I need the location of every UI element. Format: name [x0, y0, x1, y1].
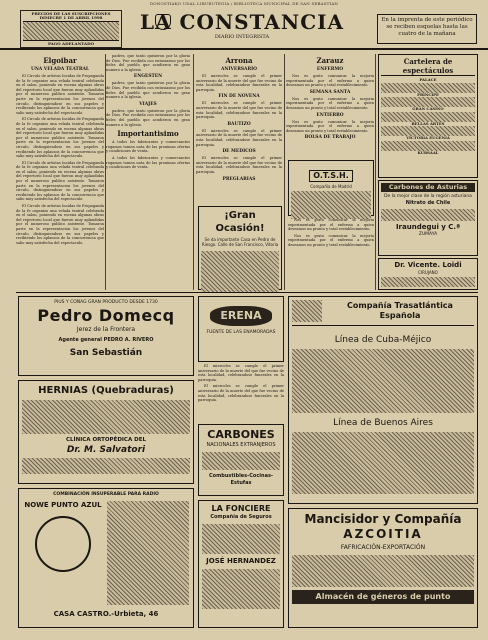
ad-location: ZUMAYA [418, 232, 438, 237]
subscription-box [20, 10, 122, 48]
ad-otsh [288, 160, 374, 216]
ad-fine-print [291, 191, 371, 219]
ad-text: Jerez de la Frontera [76, 326, 136, 333]
article-body: Nos es grato comunicar la mejoria experimentada por el enfermo a quien deseamos un pronto y total restablecimiento. [286, 74, 374, 88]
article-body: El miercoles se cumple el primer aniversario de la muerte del que fue vecino de esta localidad, celebrandose funerales en la parroquia. [196, 156, 282, 174]
ad-carbones [198, 424, 284, 496]
masthead-title-block [132, 10, 352, 48]
ad-text: Compañía de Seguros [210, 514, 272, 520]
article-subheading: BOLSA DE TRABAJO [304, 135, 356, 141]
cinema-name: VICTORIA EUGENIA [406, 135, 450, 141]
article-heading: Elgoibar [43, 56, 77, 65]
ad-city: AZCOITIA [343, 527, 423, 541]
ad-radio [18, 488, 194, 628]
ad-text: FUENTE DE LAS ENAMORADAS [206, 330, 276, 335]
ad-text: Se da importante Casa en Pedro de Riesgo. Calle de San Francisco, Vitoria [201, 237, 279, 247]
column-rule [284, 54, 285, 290]
ad-doctor: Dr. M. Salvatori [66, 445, 146, 455]
ad-shop: CASA CASTRO.-Urbieta, 46 [53, 610, 159, 618]
ad-fine-print [22, 458, 190, 474]
price-table [23, 21, 119, 41]
cinema-name: PALACE [419, 77, 437, 82]
article-heading: Arrona [225, 56, 253, 65]
ad-title: Carbones de Asturias [381, 183, 475, 192]
article-heading: Zarauz [316, 56, 344, 65]
article-elgoibar [16, 54, 104, 290]
cartelera-list [381, 78, 475, 156]
article-subheading: BAUTIZO [227, 121, 251, 127]
column-rule [375, 54, 376, 290]
article-body: El Circulo de artistas Incidas de Propaganda de la fe organizo una velada teatral celebrada en el salon, poniendo en escena algunas obras del repertorio local que fueron muy aplaudidas por el numeroso publico asistente. Tomaron parte en la representacion los jovenes del circulo, distinguiendose en sus papeles y recibiendo los aplausos de la concurrencia que salio muy satisfecha del espectaculo. [16, 117, 104, 159]
ad-text: De la mejor clase de la región asturiana [384, 194, 472, 199]
ad-title: CARBONES [207, 428, 275, 441]
route-details [292, 432, 474, 494]
cartelera-heading: Cartelera de espectáculos [381, 57, 475, 76]
article-heading: Importantisimo [117, 129, 179, 139]
ad-title: O.T.S.H. [309, 170, 352, 182]
ad-hernias [18, 380, 194, 484]
article-subheading: ENFERMO [316, 67, 344, 72]
article-subheading: ENTIERRO [316, 112, 344, 118]
article-body: Nos es grato comunicar la mejoria experimentada por el enfermo a quien deseamos un pronto y total restablecimiento. [286, 119, 374, 133]
masthead [0, 8, 488, 50]
ad-text-block [198, 364, 284, 420]
ad-text: Compañía de Madrid [310, 184, 352, 189]
ad-text: NACIONALES EXTRANJEROS [206, 442, 276, 448]
ad-fine-print [107, 501, 189, 605]
ad-fonciere [198, 500, 284, 628]
ad-mancisidor [288, 508, 478, 628]
article-subheading: ANIVERSARIO [221, 67, 257, 72]
article-body: El Circulo de artistas Incidas de Propaganda de la fe organizo una velada teatral celebrada en el salon, poniendo en escena algunas obras del repertorio local que fueron muy aplaudidas por el numeroso publico asistente. Tomaron parte en la representacion los jovenes del circulo, distinguiendose en sus papeles y recibiendo los aplausos de la concurrencia que salio muy satisfecha del espectaculo. [16, 74, 104, 115]
ad-agent: JOSÉ HERNANDEZ [206, 557, 276, 565]
article-body: El Circulo de artistas Incidas de Propaganda de la fe organizo una velada teatral celebrada en el salon, poniendo en escena algunas obras del repertorio local que fueron muy aplaudidas por el numeroso publico asistente. Tomaron parte en la representacion los jovenes del circulo, distinguiendose en sus papeles y recibiendo los aplausos de la concurrencia que salio muy satisfecha del espectaculo. [16, 160, 104, 202]
article-body: padres, que tanto quisieron por la gloria de Dios. Fue recibida con entusiasmo por los fieles del pueblo que acudieron en gran numero a la iglesia. [106, 108, 190, 127]
ad-tagline: PIUS Y COÑAG GRAN PRODUCTO DESDE 1730 [54, 300, 158, 305]
ad-fine-print [201, 251, 279, 293]
ad-text: FAFRICACIÓN-EXPORTACIÓN [340, 544, 426, 551]
ad-fine-print [202, 524, 280, 554]
ad-fine-print [22, 400, 190, 434]
article-body: El miercoles se cumple el primer aniversario de la muerte del que fue vecino de esta localidad, celebrandose funerales en la parroquia. [196, 74, 282, 92]
cinema-name: PRINCIPE [417, 91, 439, 97]
ad-brand [23, 501, 103, 605]
subscription-date: DIMECRE 1 DE ABRIL 1998 [39, 15, 103, 21]
ad-title: COMBINACIÓN INSUPERABLE PARA RADIO [53, 492, 159, 497]
ad-pedro-domecq [18, 296, 194, 376]
ad-title: Pedro Domecq [37, 306, 175, 325]
article-zarauz-cont [288, 218, 374, 288]
ad-title: ERENA [210, 306, 272, 326]
cartelera-box [378, 54, 478, 178]
article-body: El miercoles se cumple el primer aniversario de la muerte del que fue vecino de esta localidad, celebrandose funerales en la parroquia. [196, 101, 282, 120]
ad-text: Combustibles-Cocinas-Estufas [208, 473, 274, 486]
ad-fine-print [202, 452, 280, 470]
route-heading: Línea de Cuba-Méjico [334, 335, 432, 345]
article-body: El miercoles se cumple el primer aniversario de la muerte del que fue vecino de esta localidad, celebrandose funerales en la parroquia. [198, 364, 284, 382]
ad-title: Mancisidor y Compañía [304, 512, 462, 526]
article-zarauz [286, 54, 374, 154]
article-body: padres, que tanto quisieron por la gloria de Dios. Fue recibida con entusiasmo por los fieles del pueblo que acudieron en gran numero a la iglesia. [106, 54, 190, 72]
ad-title: ¡Gran Ocasión! [215, 210, 265, 234]
ad-agent: Agente general PEDRO A. RIVERO [58, 337, 154, 343]
ad-fine-print [292, 555, 474, 587]
ad-title: Compañía Trasatlántica Española [347, 301, 453, 320]
cinema-name: BELLAS ARTES [411, 120, 445, 126]
route-details [292, 349, 474, 413]
newspaper-title: LA CONSTANCIA [140, 10, 344, 34]
cinema-name: KURSAAL [417, 149, 439, 155]
ad-carbones-asturias [378, 180, 478, 256]
newspaper-subtitle: DIARIO INTEGRISTA [214, 34, 270, 40]
brand-name: NOWE PUNTO AZUL [24, 501, 102, 509]
article-body: Nos es grato comunicar la mejoria experimentada por el enfermo a quien deseamos un pronto y total restablecimiento. [288, 233, 374, 247]
ad-loidi [378, 258, 478, 290]
article-column-2 [106, 54, 190, 290]
article-subheading: ENGESTEN [133, 74, 163, 80]
article-body: Nos es grato comunicar la mejoria experimentada por el enfermo a quien deseamos un pronto y total restablecimiento. [288, 218, 374, 232]
ad-title: LA FONCIERE [211, 504, 271, 513]
speaker-icon [35, 516, 91, 572]
article-subheading: UNA VELADA TEATRAL [31, 67, 89, 72]
ad-trasatlantica [288, 296, 478, 504]
ad-fine-print [381, 209, 475, 221]
ad-footer: Almacén de géneros de punto [292, 590, 474, 604]
subscription-footer: PAGO ADELANTADO [47, 41, 95, 47]
column-rule [193, 54, 194, 290]
ad-company: Iraundegui y C.ª [395, 223, 461, 231]
article-body: Nos es grato comunicar la mejoria experimentada por el enfermo a quien deseamos un pronto y total restablecimiento. [286, 96, 374, 110]
ad-header [292, 300, 474, 326]
ad-erena [198, 296, 284, 362]
ad-fine-print [381, 277, 475, 287]
article-body: A todos los fabricantes y comerciantes rogamos tomen nota de las proximas ofertas y condiciones de venta. [106, 140, 190, 154]
ship-icon [292, 300, 322, 322]
article-arrona [196, 54, 282, 204]
cinema-name: GRAN CASINO [412, 106, 444, 112]
ad-text: Nitrato de Chile [405, 200, 451, 206]
article-subheading: DE MEDICOS [222, 149, 256, 155]
ad-text: CLÍNICA ORTOPÉDICA DEL [66, 437, 146, 443]
article-body: El Circulo de artistas Incidas de Propaganda de la fe organizo una velada teatral celebrada en el salon, poniendo en escena algunas obras del repertorio local que fueron muy aplaudidas por el numeroso publico asistente. Tomaron parte en la representacion los jovenes del circulo, distinguiendose en sus papeles y recibiendo los aplausos de la concurrencia que salio muy satisfecha del espectaculo. [16, 204, 104, 245]
ad-gran-ocasion [198, 206, 282, 290]
ad-title: Dr. Vicente. Loidi [394, 261, 462, 269]
subscription-title: PRECIOS DE LAS SUSCRIPCIONES [31, 11, 111, 16]
article-body: A todos los fabricantes y comerciantes rogamos tomen nota de las proximas ofertas y condiciones de venta. [106, 155, 190, 170]
article-body: padres, que tanto quisieron por la gloria de Dios. Fue recibida con entusiasmo por los fieles del pueblo que acudieron en gran numero a la iglesia. [106, 81, 190, 100]
archive-line: DONOSTIAKO UDAL LIBURUTEGIA / BIBLIOTECA MUNICIPAL DE SAN SEBASTIAN [149, 1, 339, 6]
ad-title: HERNIAS (Quebraduras) [38, 385, 174, 396]
notice-box: En la imprenta de este periódico se reciben esquelas hasta las cuatro de la mañana [377, 14, 477, 44]
article-subheading: SEMANA SANTA [309, 89, 351, 95]
ad-city: San Sebastián [69, 348, 143, 358]
article-body: El miercoles se cumple el primer aniversario de la muerte del que fue vecino de esta localidad, celebrandose funerales en la parroquia. [198, 384, 284, 403]
route-heading: Línea de Buenos Aires [333, 418, 433, 428]
article-subheading: PREGLARIAS [222, 176, 256, 182]
article-subheading: FIN DE NOVENA [218, 94, 260, 100]
section-rule [16, 292, 478, 293]
ad-fine-print [202, 569, 280, 609]
article-body: El miercoles se cumple el primer aniversario de la muerte del que fue vecino de esta localidad, celebrandose funerales en la parroquia. [196, 128, 282, 147]
ad-text: CIRUJANO [418, 270, 438, 275]
article-subheading: VIAJES [139, 101, 157, 107]
